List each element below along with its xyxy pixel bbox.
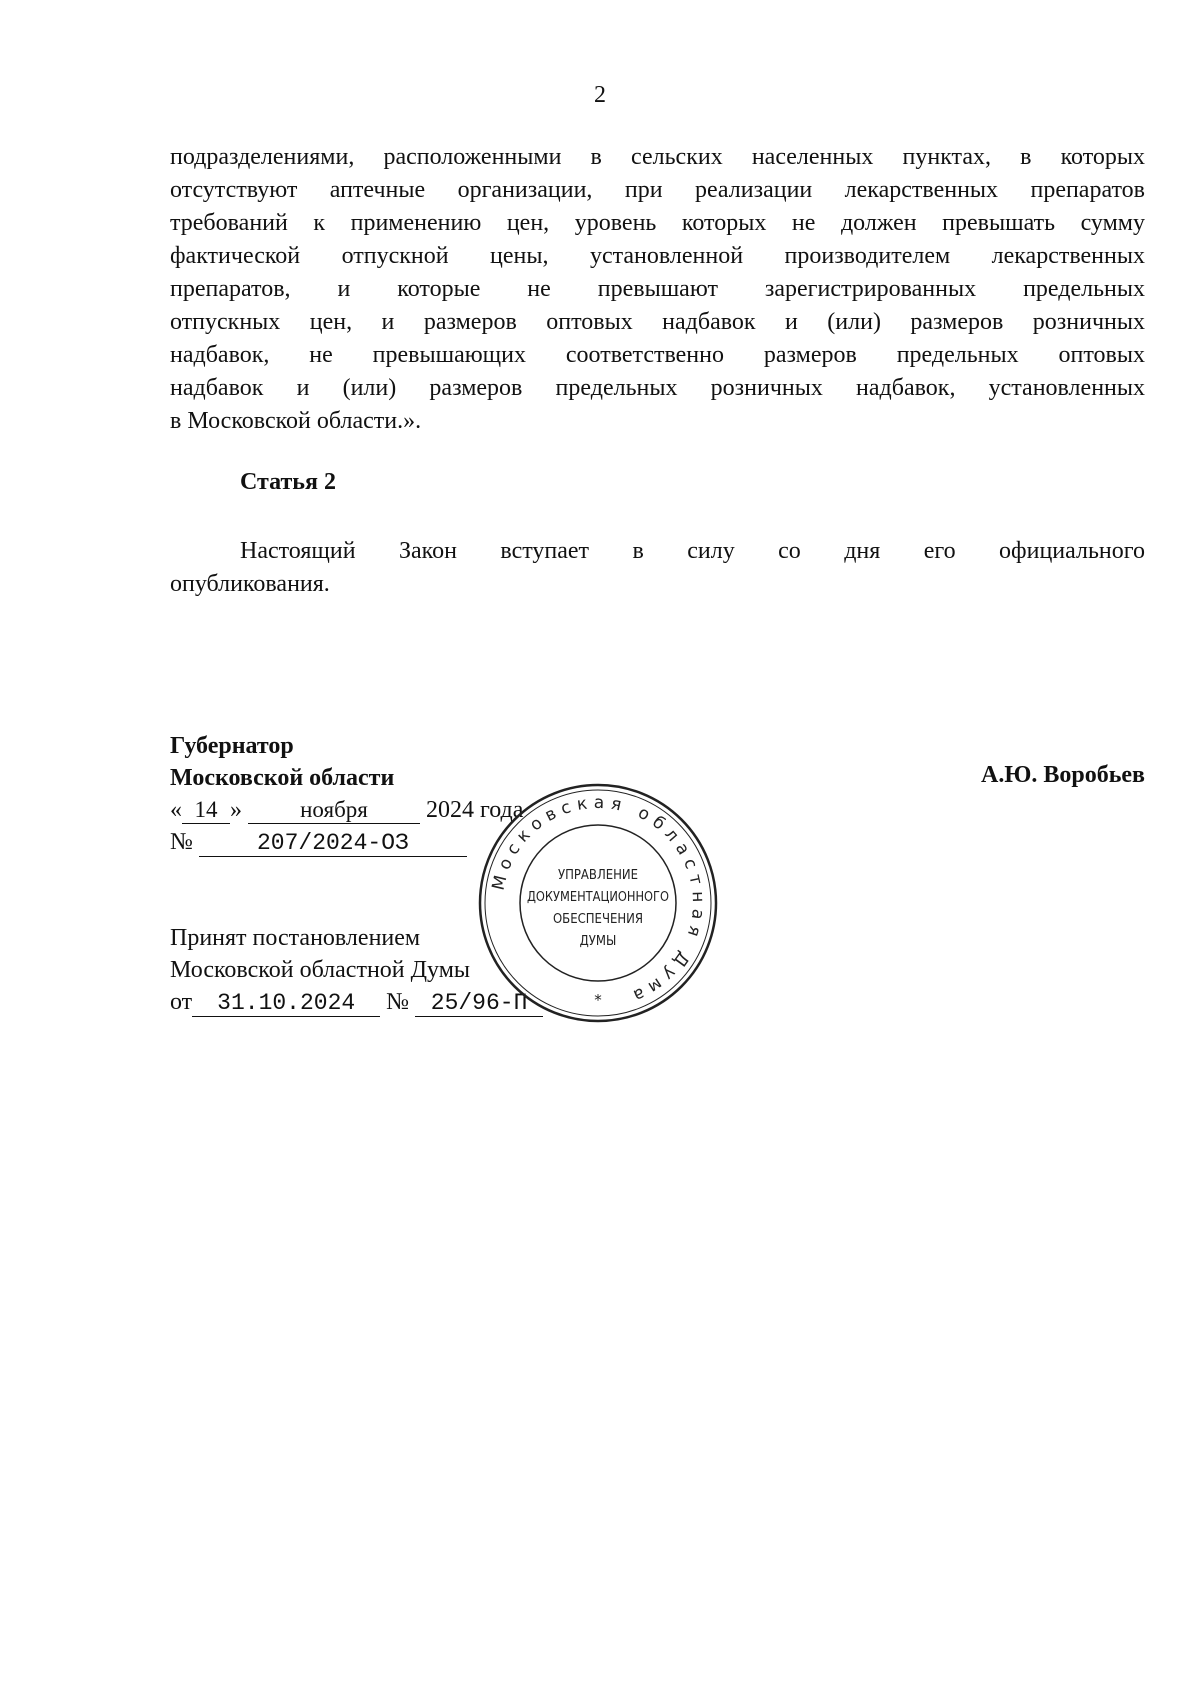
adoption-number: 25/96-П bbox=[415, 990, 543, 1017]
paragraph-line: в Московской области.». bbox=[170, 408, 422, 434]
stamp-line: УПРАВЛЕНИЕ bbox=[557, 868, 639, 883]
stamp-star: * bbox=[594, 991, 602, 1009]
adoption-number-sign: № bbox=[386, 989, 410, 1015]
stamp-ring-text: Московская областная Дума bbox=[488, 792, 709, 1008]
official-stamp bbox=[478, 783, 718, 1023]
page-number: 2 bbox=[594, 82, 606, 108]
stamp-line: ДУМЫ bbox=[579, 934, 617, 949]
paragraph-line: подразделениями, расположенными в сельских населенных пунктах, в которых bbox=[170, 144, 1145, 170]
paragraph-line: отпускных цен, и размеров оптовых надбавок и (или) размеров розничных bbox=[170, 309, 1145, 335]
paragraph-line: требований к применению цен, уровень которых не должен превышать сумму bbox=[170, 210, 1145, 236]
from-label: от bbox=[170, 989, 193, 1015]
law-number-value: 207/2024-ОЗ bbox=[199, 830, 467, 857]
governor-name: А.Ю. Воробьев bbox=[980, 762, 1145, 788]
date-month: ноября bbox=[248, 797, 420, 824]
governor-title bbox=[170, 730, 394, 794]
governor-title-line: Московской области bbox=[170, 765, 395, 791]
paragraph-line: надбавок, не превышающих соответственно размеров предельных оптовых bbox=[170, 342, 1145, 368]
paragraph-line: надбавок и (или) размеров предельных розничных надбавок, установленных bbox=[170, 375, 1145, 401]
date-close-quote: » bbox=[230, 797, 242, 823]
date-open-quote: « bbox=[170, 797, 182, 823]
article-2-text bbox=[170, 535, 1145, 601]
stamp-line: ОБЕСПЕЧЕНИЯ bbox=[552, 912, 644, 927]
governor-title-line: Губернатор bbox=[170, 733, 294, 759]
adoption-line: Московской областной Думы bbox=[170, 957, 470, 983]
paragraph-continuation bbox=[170, 141, 1145, 438]
date-year: 2024 года bbox=[426, 797, 524, 823]
paragraph-line: отсутствуют аптечные организации, при реализации лекарственных препаратов bbox=[170, 177, 1145, 203]
number-sign: № bbox=[170, 829, 193, 855]
article-2-heading: Статья 2 bbox=[240, 469, 336, 495]
signing-date bbox=[170, 794, 523, 826]
article-2-line: опубликования. bbox=[170, 571, 330, 597]
article-2-line: Настоящий Закон вступает в силу со дня его официального bbox=[240, 538, 1145, 564]
stamp-line: ДОКУМЕНТАЦИОННОГО bbox=[527, 890, 669, 905]
date-day: 14 bbox=[182, 797, 230, 824]
paragraph-line: фактической отпускной цены, установленной производителем лекарственных bbox=[170, 243, 1145, 269]
adoption-date: 31.10.2024 bbox=[192, 990, 380, 1017]
law-number bbox=[170, 826, 467, 858]
paragraph-line: препаратов, и которые не превышают зарегистрированных предельных bbox=[170, 276, 1145, 302]
adoption-line: Принят постановлением bbox=[170, 925, 421, 951]
